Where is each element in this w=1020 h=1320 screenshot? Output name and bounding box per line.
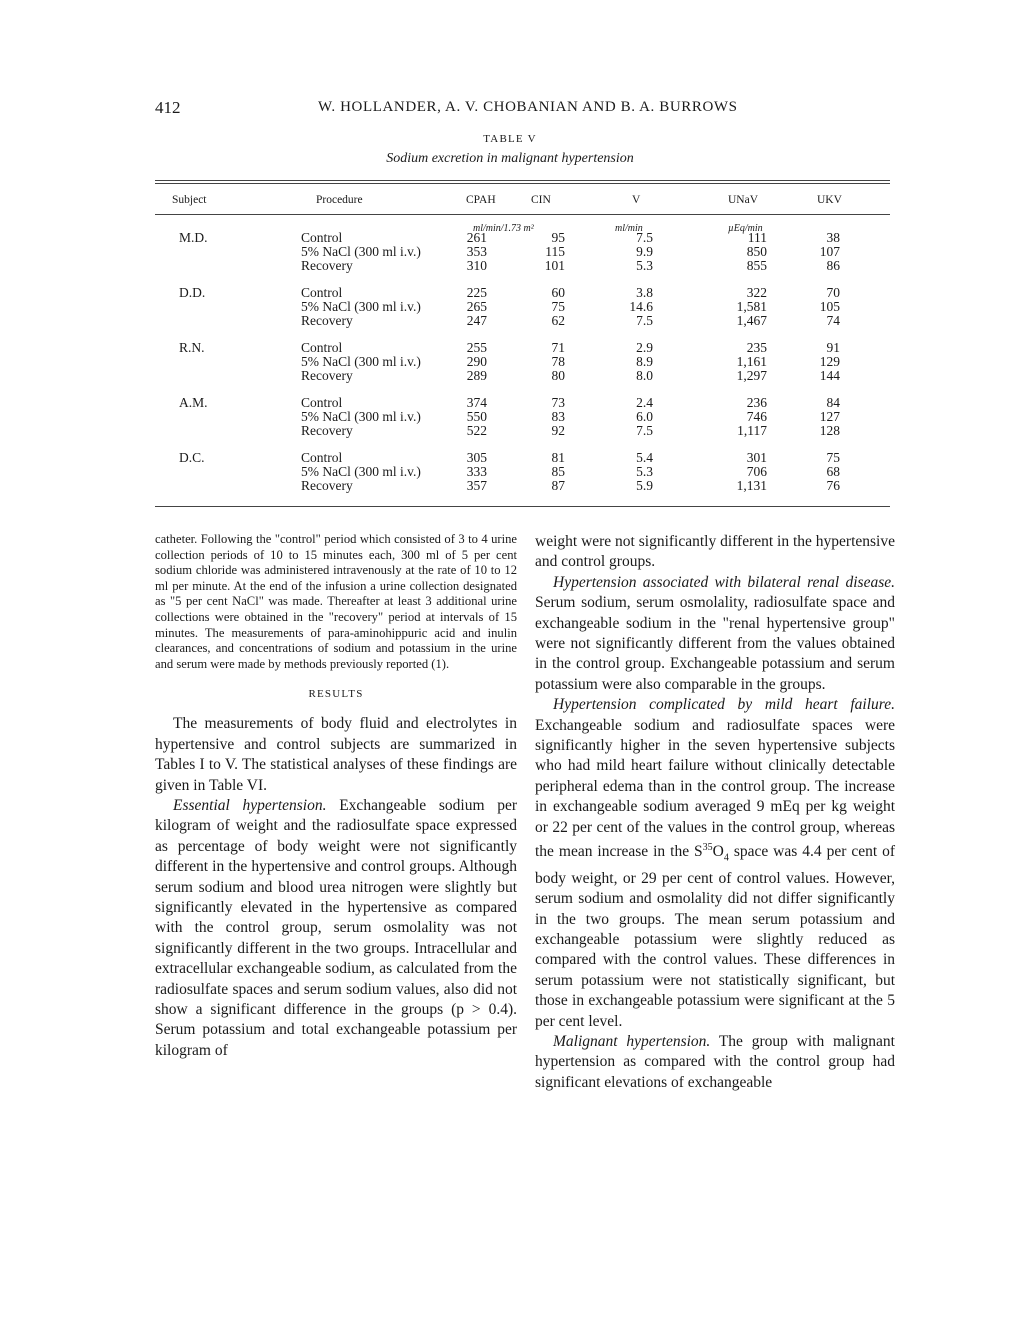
table-cell-ukv: 127	[819, 409, 840, 424]
table-cell-cin: 71	[551, 340, 565, 355]
table-cell-ukv: 129	[819, 354, 840, 369]
results-intro-paragraph: The measurements of body fluid and electrolytes in hypertensive and control subjects are summarized in Tables I to V. The statistical analyses of these findings are given in Table VI.	[155, 715, 517, 794]
unit-clearance: ml/min/1.73 m²	[473, 223, 534, 234]
malignant-heading: Malignant hypertension.	[553, 1033, 711, 1050]
table-cell-cin: 78	[551, 354, 565, 369]
table-cell-procedure: Control	[301, 340, 343, 355]
table-cell-procedure: Recovery	[301, 423, 353, 438]
table-cell-cpah: 374	[466, 395, 487, 410]
table-cell-cpah: 310	[466, 258, 487, 273]
table-cell-subject: D.D.	[179, 285, 206, 300]
col-header-subject: Subject	[172, 194, 207, 206]
table-cell-cin: 92	[551, 423, 565, 438]
table-cell-procedure: Recovery	[301, 313, 353, 328]
table-cell-cin: 115	[545, 244, 565, 259]
table-cell-unav: 1,297	[736, 368, 767, 383]
table-cell-cin: 60	[551, 285, 565, 300]
table-cell-cpah: 353	[466, 244, 487, 259]
heart-failure-heading: Hypertension complicated by mild heart failure.	[553, 696, 895, 714]
table-cell-v: 7.5	[636, 313, 653, 328]
table-cell-ukv: 107	[819, 244, 840, 259]
table-cell-cpah: 265	[466, 299, 487, 314]
table-cell-subject: A.M.	[179, 395, 208, 410]
table-top-rule	[155, 180, 890, 181]
table-cell-procedure: Recovery	[301, 368, 353, 383]
table-cell-cpah: 333	[466, 464, 487, 479]
table-cell-procedure: Control	[301, 285, 343, 300]
table-cell-v: 5.9	[636, 478, 653, 493]
table-cell-unav: 236	[746, 395, 767, 410]
table-cell-subject: R.N.	[179, 340, 205, 355]
table-cell-v: 7.5	[636, 423, 653, 438]
table-cell-unav: 1,131	[736, 478, 767, 493]
table-cell-cpah: 261	[466, 230, 487, 245]
table-cell-v: 9.9	[636, 244, 653, 259]
table-cell-ukv: 84	[826, 395, 840, 410]
table-label: TABLE V	[483, 133, 537, 145]
renal-heading: Hypertension associated with bilateral renal disease.	[553, 573, 895, 591]
left-column	[155, 532, 517, 1061]
table-cell-procedure: 5% NaCl (300 ml i.v.)	[301, 244, 421, 259]
essential-hypertension-heading: Essential hypertension.	[173, 796, 327, 814]
table-cell-ukv: 76	[826, 478, 840, 493]
table-cell-ukv: 38	[826, 230, 840, 245]
table-cell-procedure: Control	[301, 230, 343, 245]
page-number: 412	[155, 98, 181, 117]
table-cell-v: 8.0	[636, 368, 653, 383]
table-cell-cin: 101	[544, 258, 565, 273]
table-cell-v: 2.9	[636, 340, 653, 355]
table-cell-unav: 301	[746, 450, 767, 465]
table-cell-ukv: 86	[826, 258, 840, 273]
table-top-rule-double	[155, 183, 890, 184]
table-cell-ukv: 144	[819, 368, 840, 383]
table-cell-cin: 85	[551, 464, 565, 479]
table-cell-v: 5.3	[636, 258, 653, 273]
table-cell-cpah: 247	[466, 313, 487, 328]
heart-failure-paragraph	[535, 695, 895, 1032]
table-cell-ukv: 70	[826, 285, 840, 300]
heart-failure-text-2: space was 4.4 per cent of body weight, or 29 per cent of control values. However, serum sodium and osmolality did not differ significantly in the two groups. The mean serum potassium and exchangeable potassium were slightly reduced as compared with the control values. These differences in serum potassium were not statistically significant, but those in exchangeable potassium were significant at the 5 per cent level.	[535, 843, 895, 1030]
table-cell-v: 7.5	[636, 230, 653, 245]
table-cell-cpah: 290	[466, 354, 487, 369]
table-cell-unav: 1,161	[736, 354, 767, 369]
table-cell-cpah: 550	[466, 409, 487, 424]
table-cell-unav: 235	[746, 340, 767, 355]
table-cell-cin: 81	[551, 450, 565, 465]
table-cell-v: 3.8	[636, 285, 653, 300]
table-cell-v: 8.9	[636, 354, 653, 369]
table-cell-cin: 83	[551, 409, 565, 424]
table-cell-ukv: 74	[826, 313, 840, 328]
table-cell-cin: 80	[551, 368, 565, 383]
table-cell-ukv: 105	[819, 299, 840, 314]
malignant-text: The group with malignant hypertension as compared with the control group had significant elevations of exchangeable	[535, 1033, 895, 1091]
table-cell-ukv: 75	[826, 450, 840, 465]
table-cell-procedure: 5% NaCl (300 ml i.v.)	[301, 464, 421, 479]
table-cell-unav: 850	[746, 244, 767, 259]
table-cell-cin: 62	[551, 313, 565, 328]
col-header-v: V	[632, 194, 641, 206]
table-cell-ukv: 91	[826, 340, 840, 355]
table-cell-procedure: 5% NaCl (300 ml i.v.)	[301, 299, 421, 314]
table-cell-cin: 75	[551, 299, 565, 314]
unit-excretion: µEq/min	[728, 223, 763, 234]
table-cell-cin: 87	[551, 478, 565, 493]
table-cell-v: 14.6	[629, 299, 653, 314]
table-cell-subject: M.D.	[179, 230, 208, 245]
table-cell-v: 6.0	[636, 409, 653, 424]
table-cell-cin: 95	[551, 230, 565, 245]
table-cell-unav: 1,117	[737, 423, 767, 438]
col-header-unav: UNaV	[728, 194, 759, 206]
table-cell-cpah: 522	[466, 423, 487, 438]
running-head: W. HOLLANDER, A. V. CHOBANIAN AND B. A. BURROWS	[318, 99, 738, 115]
col-header-procedure: Procedure	[316, 194, 363, 206]
data-table	[155, 180, 890, 510]
table-bottom-rule	[155, 506, 890, 507]
continuation-paragraph: weight were not significantly different in the hypertensive and control groups.	[535, 533, 895, 571]
table-header-rule	[155, 214, 890, 215]
table-cell-procedure: 5% NaCl (300 ml i.v.)	[301, 409, 421, 424]
table-cell-unav: 855	[746, 258, 767, 273]
col-header-cin: CIN	[531, 194, 551, 206]
table-cell-cpah: 305	[466, 450, 487, 465]
unit-flow: ml/min	[615, 223, 643, 234]
table-cell-unav: 1,467	[736, 313, 767, 328]
table-cell-cpah: 289	[466, 368, 487, 383]
essential-hypertension-paragraph	[155, 796, 517, 1061]
sulfate-subscript: 4	[723, 852, 729, 864]
table-cell-cpah: 357	[466, 478, 487, 493]
methods-paragraph: catheter. Following the "control" period which consisted of 3 to 4 urine collection periods of 10 to 15 minutes each, 300 ml of 5 per cent sodium chloride was administered intravenously at the rate of 10 to 12 ml per minute. At the end of the infusion a urine collection designated as "5 per cent NaCl" was made. Thereafter at least 3 additional urine collections were obtained in the "recovery" period at intervals of 15 minutes. The measurements of para-aminohippuric acid and inulin clearances, and concentrations of sodium and potassium in the urine and serum were made by methods previously reported (1).	[155, 532, 517, 671]
table-caption: Sodium excretion in malignant hypertension	[386, 151, 634, 166]
table-cell-subject: D.C.	[179, 450, 205, 465]
results-heading: RESULTS	[308, 688, 364, 701]
table-cell-procedure: Control	[301, 450, 343, 465]
table-cell-unav: 706	[746, 464, 767, 479]
table-cell-ukv: 128	[819, 423, 840, 438]
sulfate-oxygen: O	[712, 843, 724, 861]
table-cell-unav: 746	[746, 409, 767, 424]
table-cell-procedure: 5% NaCl (300 ml i.v.)	[301, 354, 421, 369]
isotope-superscript: 35	[702, 842, 713, 854]
renal-paragraph	[535, 573, 895, 695]
table-cell-unav: 111	[747, 230, 767, 245]
table-cell-procedure: Recovery	[301, 478, 353, 493]
table-cell-v: 2.4	[636, 395, 653, 410]
table-cell-cin: 73	[551, 395, 565, 410]
heart-failure-text-1: Exchangeable sodium and radiosulfate spaces were significantly higher in the seven hypertensive subjects who had mild heart failure without clinically detectable peripheral edema than in the control group. The increase in exchangeable sodium averaged 9 mEq per kg weight or 22 per cent of the values in the control group, whereas the mean increase in the S	[535, 716, 895, 861]
table-cell-v: 5.3	[636, 464, 653, 479]
table-cell-unav: 1,581	[736, 299, 767, 314]
table-cell-procedure: Recovery	[301, 258, 353, 273]
right-column	[535, 532, 895, 1093]
table-cell-ukv: 68	[826, 464, 840, 479]
col-header-cpah: CPAH	[466, 194, 496, 206]
table-cell-v: 5.4	[636, 450, 653, 465]
essential-hypertension-text: Exchangeable sodium per kilogram of weight and the radiosulfate space expressed as percentage of body weight were not significantly different in the hypertensive and control groups. Although serum sodium and blood urea nitrogen were slightly but significantly elevated in the hypertensive as compared with the control group, serum osmolality was not significantly different in the two groups. Intracellular and extracellular exchangeable sodium, as calculated from the radiosulfate spaces and serum sodium values, also did not show a significant difference in the groups (p > 0.4). Serum potassium and total exchangeable potassium per kilogram of	[155, 796, 518, 1059]
table-cell-procedure: Control	[301, 395, 343, 410]
col-header-ukv: UKV	[817, 194, 842, 206]
table-cell-cpah: 255	[466, 340, 487, 355]
malignant-paragraph	[535, 1032, 895, 1093]
renal-text: Serum sodium, serum osmolality, radiosulfate space and exchangeable sodium in the "renal hypertensive group" were not significantly different from the values obtained in the control group. Exchangeable potassium and serum potassium were also comparable in the groups.	[535, 594, 895, 693]
table-cell-cpah: 225	[466, 285, 487, 300]
table-cell-unav: 322	[746, 285, 767, 300]
